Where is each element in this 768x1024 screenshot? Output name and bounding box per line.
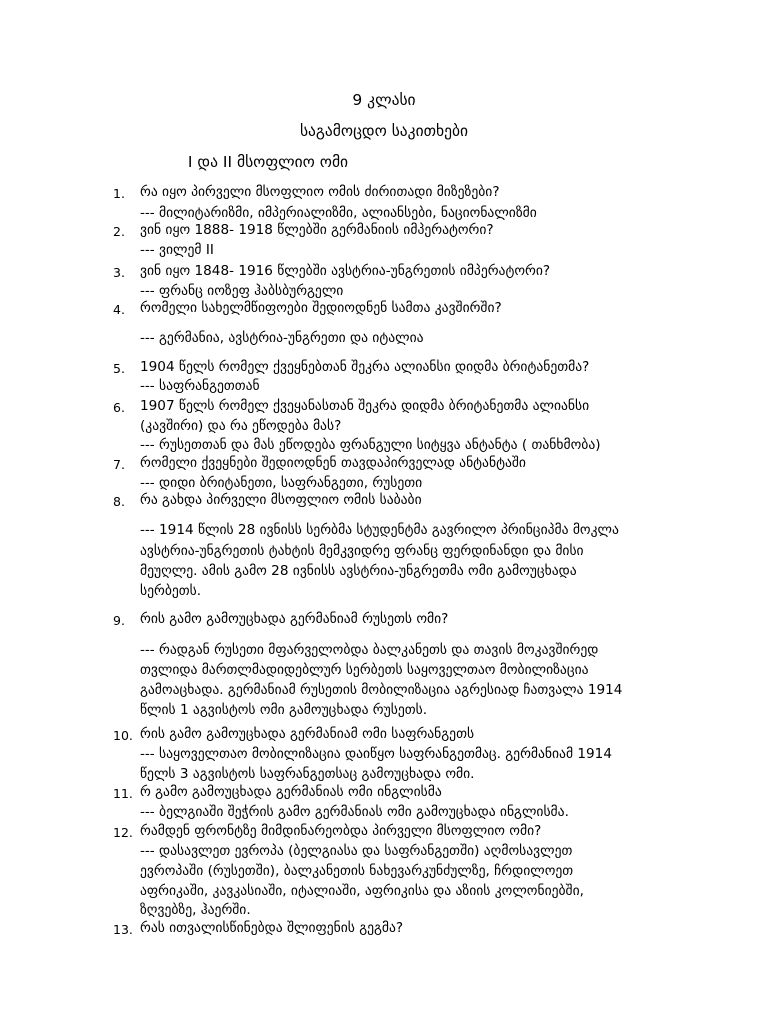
answer-text: აფრიკაში, კავკასიაში, იტალიაში, აფრიკისა და აზიის კოლონიებში, — [140, 883, 584, 899]
question-text: ვინ იყო 1888- 1918 წლებში გერმანიის იმპერატორი? — [140, 222, 494, 238]
grade-heading: 9 კლასი — [352, 91, 416, 109]
question-text: რა იყო პირველი მსოფლიო ომის ძირითადი მიზეზები? — [140, 184, 500, 200]
question-text: რომელი სახელმწიფოები შედიოდნენ სამთა კავშირში? — [140, 300, 502, 316]
answer-text: --- ვილემ II — [140, 242, 214, 258]
question-number: 2. — [113, 224, 125, 239]
question-number: 4. — [113, 302, 125, 317]
answer-text: მეუღლე. ამის გამო 28 ივნისს ავსტრია-უნგრეთმა ომი გამოუცხადა — [140, 563, 577, 579]
answer-text: --- რუსეთთან და მას ეწოდება ფრანგული სიტყვა ანტანტა ( თანხმობა) — [140, 437, 601, 453]
topic-heading: I და II მსოფლიო ომი — [187, 153, 349, 171]
answer-text: ევროპაში (რუსეთში), ბალკანეთის ნახევარკუნძულზე, ჩრდილოეთ — [140, 863, 574, 879]
answer-text: სერბეთს. — [140, 583, 202, 599]
question-number: 11. — [113, 786, 133, 801]
question-text-continued: (კავშირი) და რა ეწოდება მას? — [140, 418, 342, 434]
question-number: 3. — [113, 265, 125, 280]
question-text: ვინ იყო 1848- 1916 წლებში ავსტრია-უნგრეთის იმპერატორი? — [140, 263, 551, 279]
question-number: 10. — [113, 728, 133, 743]
question-text: რის გამო გამოუცხადა გერმანიამ ომი საფრანგეთს — [140, 726, 475, 742]
question-text: რას ითვალისწინებდა შლიფენის გეგმა? — [140, 920, 404, 936]
question-number: 5. — [113, 361, 125, 376]
question-text: რის გამო გამოუცხადა გერმანიამ რუსეთს ომი? — [140, 611, 449, 627]
question-number: 6. — [113, 400, 125, 415]
question-number: 8. — [113, 494, 125, 509]
question-text: რ გამო გამოუცხადა გერმანიას ომი ინგლისმა — [140, 784, 442, 800]
question-text: 1904 წელს რომელ ქვეყნებთან შეკრა ალიანსი დიდმა ბრიტანეთმა? — [140, 359, 590, 375]
answer-text: --- რადგან რუსეთი მფარველობდა ბალკანეთს და თავის მოკავშირედ — [140, 642, 599, 658]
question-number: 1. — [113, 186, 125, 201]
answer-text: --- ბელგიაში შეჭრის გამო გერმანიას ომი გამოუცხადა ინგლისმა. — [140, 804, 569, 820]
answer-text: --- მილიტარიზმი, იმპერიალიზმი, ალიანსები, ნაციონალიზმი — [140, 205, 537, 221]
question-text: რომელი ქვეყნები შედიოდნენ თავდაპირველად ანტანტაში — [140, 455, 526, 471]
answer-text: --- საყოველთაო მობილიზაცია დაიწყო საფრანგეთმაც. გერმანიამ 1914 — [140, 746, 612, 762]
question-number: 13. — [113, 922, 133, 937]
answer-text: --- გერმანია, ავსტრია-უნგრეთი და იტალია — [140, 330, 424, 346]
answer-text: ავსტრია-უნგრეთის ტახტის მემკვიდრე ფრანც ფერდინანდი და მისი — [140, 543, 584, 559]
answer-text: --- დიდი ბრიტანეთი, საფრანგეთი, რუსეთი — [140, 475, 423, 491]
question-number: 12. — [113, 825, 133, 840]
question-text: 1907 წელს რომელ ქვეყანასთან შეკრა დიდმა ბრიტანეთმა ალიანსი — [140, 398, 590, 414]
answer-text: გამოაცხადა. გერმანიამ რუსეთის მობილიზაცია აგრესიად ჩათვალა 1914 — [140, 682, 623, 698]
answer-text: ზღვებზე, ჰაერში. — [140, 902, 251, 918]
answer-text: --- დასავლეთ ევროპა (ბელგიასა და საფრანგეთში) აღმოსავლეთ — [140, 843, 573, 859]
answer-text: --- საფრანგეთთან — [140, 378, 260, 394]
question-number: 9. — [113, 613, 125, 628]
answer-text: თვლიდა მართლმადიდებლურ სერბეთს საყოველთაო მობილიზაცია — [140, 662, 589, 678]
exam-questions-heading: საგამოცდო საკითხები — [299, 122, 469, 140]
question-text: რამდენ ფრონტზე მიმდინარეობდა პირველი მსოფლიო ომი? — [140, 823, 542, 839]
answer-text: --- ფრანც იოზეფ ჰაბსბურგელი — [140, 283, 344, 299]
answer-text: --- 1914 წლის 28 ივნისს სერბმა სტუდენტმა გავრილო პრინციპმა მოკლა — [140, 522, 619, 538]
question-number: 7. — [113, 457, 125, 472]
answer-text: წელს 3 აგვისტოს საფრანგეთსაც გამოუცხადა ომი. — [140, 766, 475, 782]
answer-text: წლის 1 აგვისტოს ომი გამოუცხადა რუსეთს. — [140, 702, 428, 718]
question-text: რა გახდა პირველი მსოფლიო ომის საბაბი — [140, 492, 422, 508]
